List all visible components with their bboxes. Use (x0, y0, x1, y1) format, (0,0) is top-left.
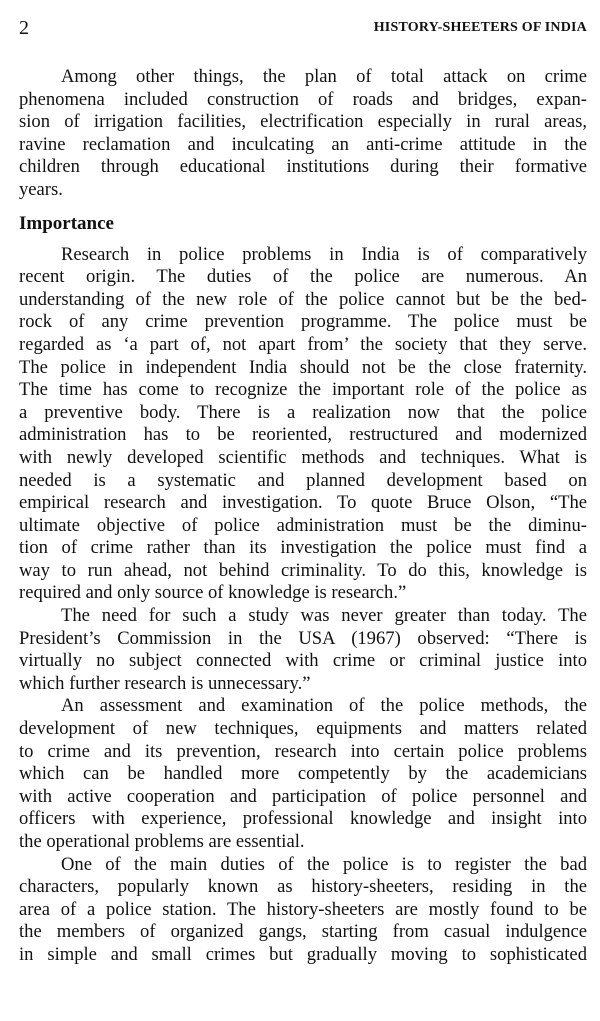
page-number: 2 (19, 17, 29, 39)
text-line: The time has come to recognize the important role of the police as (19, 379, 587, 401)
text-line: children through educational institutions during their formative (19, 156, 587, 178)
paragraph (19, 605, 587, 695)
text-line: with newly developed scientific methods and techniques. What is (19, 446, 587, 468)
text-line: President’s Commission in the USA (1967) observed: “There is (19, 627, 587, 649)
text-line: needed is a systematic and planned development based on (19, 469, 587, 491)
text-line: administration has to be reoriented, restructured and modernized (19, 424, 587, 446)
text-line: The police in independent India should not be the close fraternity. (19, 356, 587, 378)
text-line: characters, popularly known as history-sheeters, residing in the (19, 876, 587, 898)
body-text (19, 66, 587, 967)
text-line: the operational problems are essential. (19, 831, 305, 852)
text-line: way to run ahead, not behind criminality. To do this, knowledge is (19, 559, 587, 581)
text-line: An assessment and examination of the police methods, the (61, 695, 587, 717)
text-line: a preventive body. There is a realization now that the police (19, 401, 587, 423)
text-line: ultimate objective of police administration must be the diminu- (19, 514, 587, 536)
text-line: tion of crime rather than its investigation the police must find a (19, 537, 587, 559)
text-line: understanding of the new role of the police cannot but be the bed- (19, 288, 587, 310)
text-line: sion of irrigation facilities, electrification especially in rural areas, (19, 111, 587, 133)
text-line: recent origin. The duties of the police are numerous. An (19, 266, 587, 288)
text-line: Among other things, the plan of total attack on crime (61, 66, 587, 87)
text-line: Research in police problems in India is of comparatively (61, 243, 587, 265)
text-line: which can be handled more competently by the academicians (19, 763, 587, 785)
text-line: area of a police station. The history-sheeters are mostly found to be (19, 898, 587, 920)
text-line: ravine reclamation and inculcating an anti-crime attitude in the (19, 133, 587, 155)
running-head: HISTORY-SHEETERS OF INDIA (373, 20, 587, 35)
section-heading: Importance (19, 212, 114, 234)
paragraph (19, 244, 587, 606)
paragraph-intro (19, 66, 587, 202)
text-line: The need for such a study was never greater than today. The (61, 605, 587, 627)
text-line: officers with experience, professional knowledge and insight into (19, 808, 587, 830)
text-line: regarded as ‘a part of, not apart from’ the society that they serve. (19, 333, 587, 355)
text-line: rock of any crime prevention programme. The police must be (19, 311, 587, 333)
paragraph (19, 854, 587, 967)
text-line: in simple and small crimes but gradually moving to sophisticated (19, 943, 587, 965)
text-line: phenomena included construction of roads and bridges, expan- (19, 88, 587, 110)
text-line: development of new techniques, equipments and matters related (19, 718, 587, 740)
text-line: required and only source of knowledge is research.” (19, 582, 407, 604)
text-line: virtually no subject connected with crime or criminal justice into (19, 650, 587, 672)
paragraph (19, 695, 587, 853)
text-line: One of the main duties of the police is to register the bad (61, 853, 587, 875)
text-line: with active cooperation and participation of police personnel and (19, 785, 587, 807)
text-line: which further research is unnecessary.” (19, 672, 311, 694)
text-line: the members of organized gangs, starting from casual indulgence (19, 921, 587, 943)
text-line: to crime and its prevention, research into certain police problems (19, 740, 587, 762)
text-line: years. (19, 178, 63, 200)
text-line: empirical research and investigation. To quote Bruce Olson, “The (19, 492, 587, 514)
